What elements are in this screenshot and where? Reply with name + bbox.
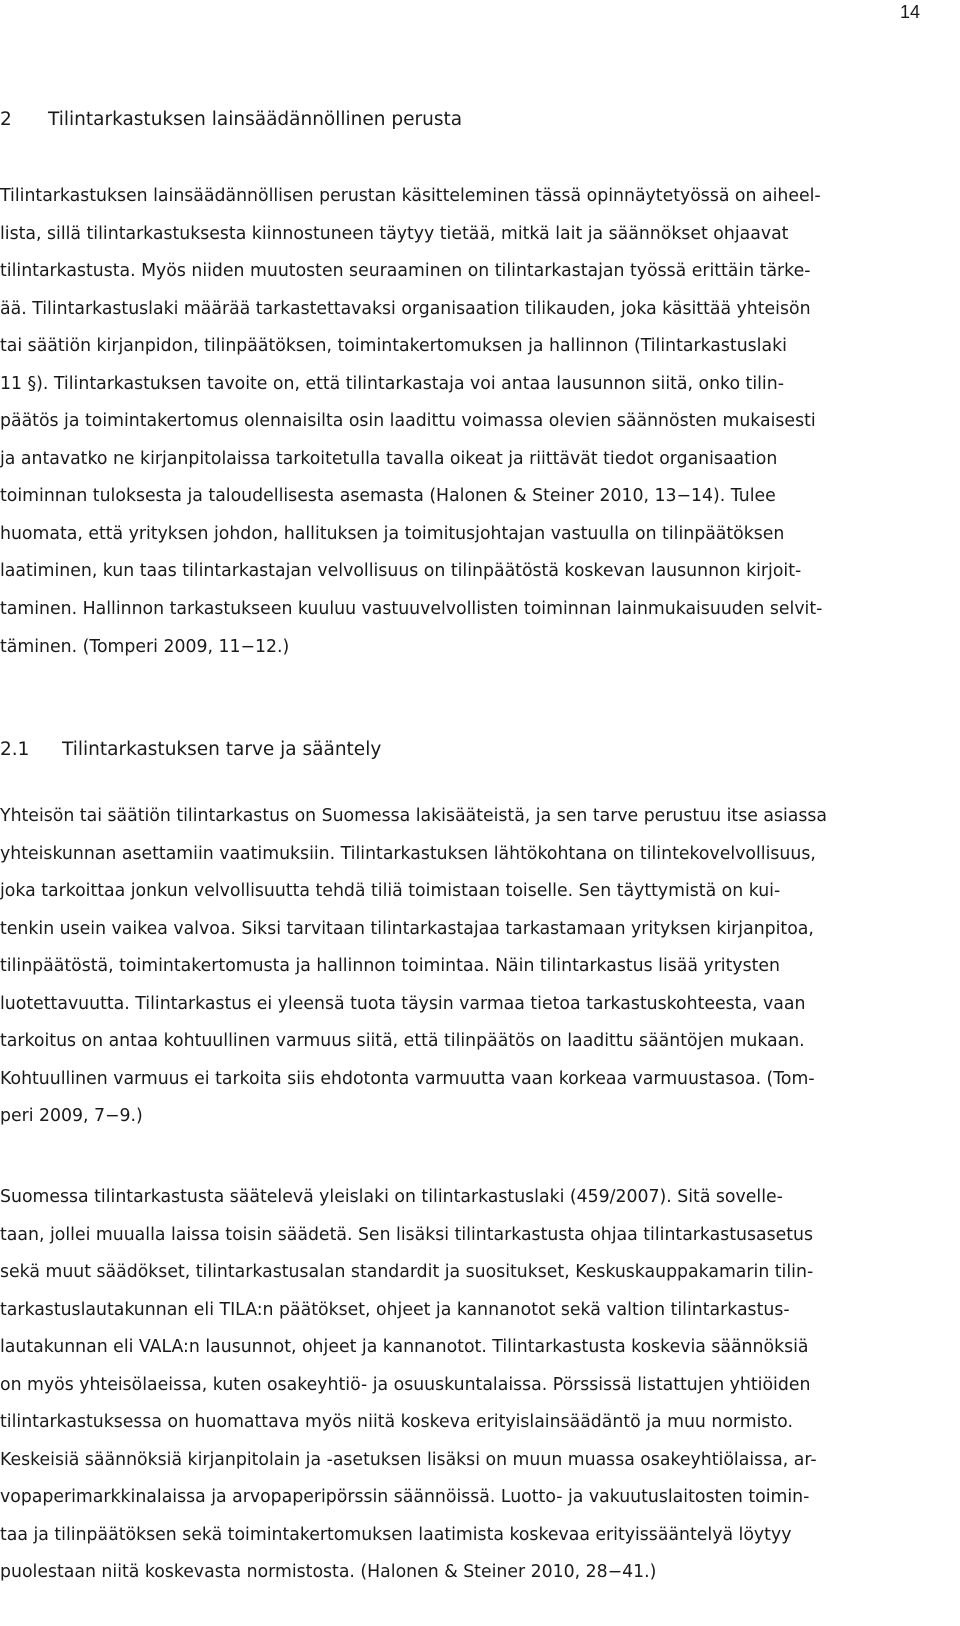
text-line: ja antavatko ne kirjanpitolaissa tarkoitetulla tavalla oikeat ja riittävät tiedot organisaation (0, 448, 778, 469)
text-line: joka tarkoittaa jonkun velvollisuutta tehdä tiliä toimistaan toiselle. Sen täyttymistä on kui- (0, 881, 781, 902)
text-line: lista, sillä tilintarkastuksesta kiinnostuneen täytyy tietää, mitkä lait ja säännökset ohjaavat (0, 223, 789, 244)
page-number: 14 (899, 2, 920, 22)
section-paragraph (0, 178, 960, 666)
text-line: vopaperimarkkinalaissa ja arvopaperipörssin säännöissä. Luotto- ja vakuutuslaitosten toimin- (0, 1487, 810, 1508)
text-line: luotettavuutta. Tilintarkastus ei yleensä tuota täysin varmaa tietoa tarkastuskohteesta, vaan (0, 993, 806, 1014)
text-line: tilintarkastuksessa on huomattava myös niitä koskeva erityislainsäädäntö ja muu normisto. (0, 1412, 793, 1433)
text-line: Suomessa tilintarkastusta säätelevä yleislaki on tilintarkastuslaki (459/2007). Sitä sovelle- (0, 1187, 783, 1207)
text-line: 11 §). Tilintarkastuksen tavoite on, että tilintarkastaja voi antaa lausunnon siitä, onko tilin- (0, 373, 784, 394)
text-line: tai säätiön kirjanpidon, tilinpäätöksen, toimintakertomuksen ja hallinnon (Tilintarkastuslaki (0, 336, 787, 357)
text-line: päätös ja toimintakertomus olennaisilta osin laadittu voimassa olevien säännösten mukaisesti (0, 411, 816, 432)
section-heading (0, 105, 462, 135)
subsection-paragraph-2 (0, 1179, 960, 1592)
text-line: Keskeisiä säännöksiä kirjanpitolain ja -asetuksen lisäksi on muun muassa osakeyhtiölaissa, ar- (0, 1449, 817, 1470)
text-line: tarkoitus on antaa kohtuullinen varmuus siitä, että tilinpäätös on laadittu sääntöjen mukaan. (0, 1031, 805, 1052)
subsection-title: Tilintarkastuksen tarve ja sääntely (62, 739, 382, 760)
text-line: on myös yhteisölaeissa, kuten osakeyhtiö- ja osuuskuntalaissa. Pörssissä listattujen yhtiöiden (0, 1374, 811, 1395)
text-line: huomata, että yrityksen johdon, hallituksen ja toimitusjohtajan vastuulla on tilinpäätöksen (0, 523, 785, 544)
text-line: taa ja tilinpäätöksen sekä toimintakertomuksen laatimista koskevaa erityissääntelyä löytyy (0, 1524, 792, 1545)
text-line: tilintarkastusta. Myös niiden muutosten seuraaminen on tilintarkastajan työssä erittäin tärke- (0, 261, 811, 282)
text-line: sekä muut säädökset, tilintarkastusalan standardit ja suositukset, Keskuskauppakamarin tilin- (0, 1262, 814, 1283)
text-line: toiminnan tuloksesta ja taloudellisesta asemasta (Halonen & Steiner 2010, 13−14). Tulee (0, 486, 776, 507)
text-line: Tilintarkastuksen lainsäädännöllisen perustan käsitteleminen tässä opinnäytetyössä on aiheel- (0, 186, 821, 206)
section-title: Tilintarkastuksen lainsäädännöllinen perusta (48, 109, 463, 130)
text-line: Kohtuullinen varmuus ei tarkoita siis ehdotonta varmuutta vaan korkeaa varmuustasoa. (Tom- (0, 1068, 815, 1089)
text-line: yhteiskunnan asettamiin vaatimuksiin. Tilintarkastuksen lähtökohtana on tilintekovelvollisuus, (0, 843, 816, 864)
text-line: Yhteisön tai säätiön tilintarkastus on Suomessa lakisääteistä, ja sen tarve perustuu itse asiassa (0, 806, 827, 826)
text-line: tenkin usein vaikea valvoa. Siksi tarvitaan tilintarkastajaa tarkastamaan yrityksen kirjanpitoa, (0, 918, 814, 939)
section-number: 2 (0, 109, 12, 130)
text-line: ää. Tilintarkastuslaki määrää tarkastettavaksi organisaation tilikauden, joka käsittää yhteisön (0, 298, 811, 319)
text-line: lautakunnan eli VALA:n lausunnot, ohjeet ja kannanotot. Tilintarkastusta koskevia säännöksiä (0, 1337, 809, 1358)
text-line: täminen. (Tomperi 2009, 11−12.) (0, 636, 290, 657)
text-line: peri 2009, 7−9.) (0, 1106, 143, 1127)
text-line: puolestaan niitä koskevasta normistosta. (Halonen & Steiner 2010, 28−41.) (0, 1562, 657, 1583)
subsection-number: 2.1 (0, 739, 30, 760)
text-line: laatiminen, kun taas tilintarkastajan velvollisuus on tilinpäätöstä koskevan lausunnon kirjoit- (0, 561, 802, 582)
text-line: taan, jollei muualla laissa toisin säädetä. Sen lisäksi tilintarkastusta ohjaa tilintarkastusasetus (0, 1224, 813, 1245)
subsection-paragraph-1 (0, 798, 960, 1136)
text-line: taminen. Hallinnon tarkastukseen kuuluu vastuuvelvollisten toiminnan lainmukaisuuden selvit- (0, 599, 823, 620)
text-line: tilinpäätöstä, toimintakertomusta ja hallinnon toimintaa. Näin tilintarkastus lisää yritysten (0, 956, 781, 977)
text-line: tarkastuslautakunnan eli TILA:n päätökset, ohjeet ja kannanotot sekä valtion tilintarkastus- (0, 1299, 790, 1320)
subsection-heading (0, 735, 381, 765)
